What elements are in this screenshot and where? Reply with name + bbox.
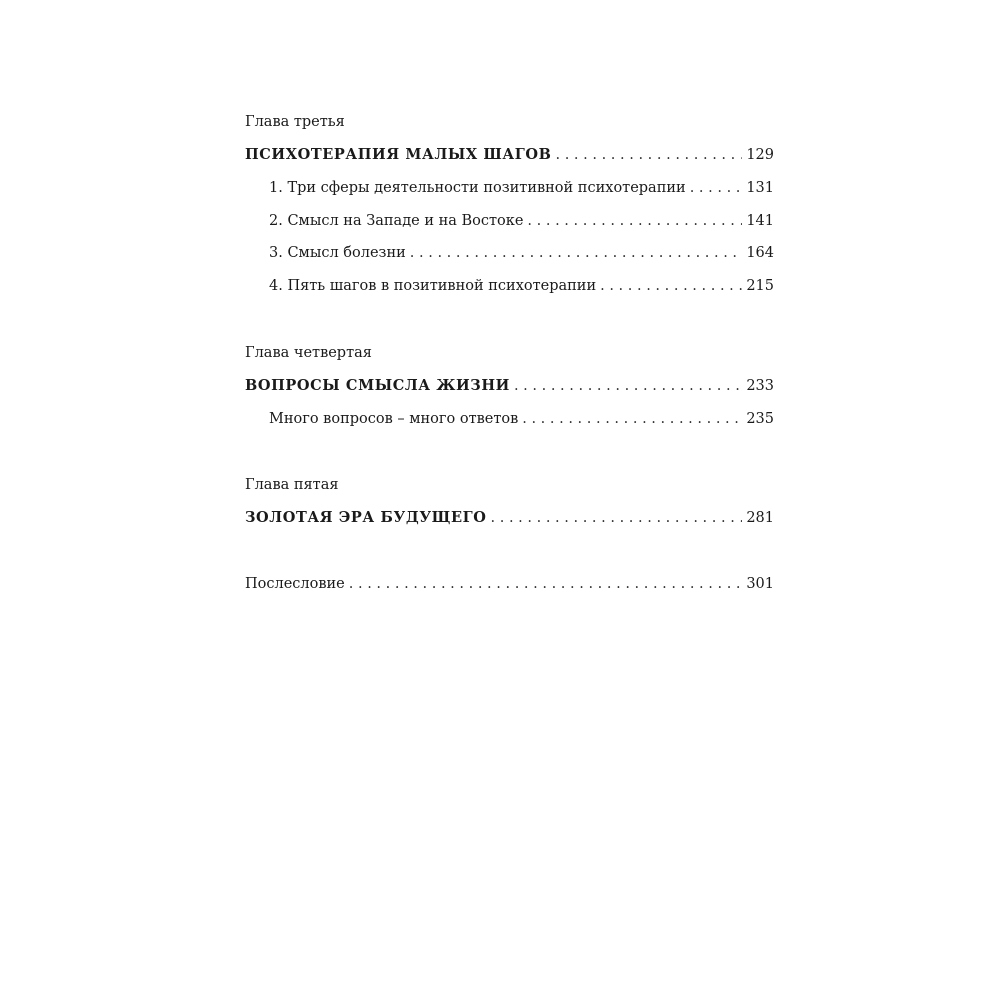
dot-leader <box>349 573 743 595</box>
chapter-5-label: Глава пятая <box>245 477 339 493</box>
section-entry[interactable] <box>269 275 774 297</box>
chapter-3-entry[interactable] <box>245 144 774 166</box>
section-title: 1. Три сферы деятельности позитивной психотерапии <box>269 180 686 196</box>
dot-leader <box>690 177 743 199</box>
section-page: 141 <box>746 213 774 229</box>
chapter-5-entry[interactable] <box>245 507 774 529</box>
section-title: Много вопросов – много ответов <box>269 411 519 427</box>
chapter-4-label: Глава четвертая <box>245 345 372 361</box>
dot-leader <box>410 242 743 264</box>
dot-leader <box>522 408 742 430</box>
section-page: 235 <box>746 411 774 427</box>
section-entry[interactable] <box>269 242 774 264</box>
section-entry[interactable] <box>269 177 774 199</box>
section-entry[interactable] <box>269 210 774 232</box>
chapter-4-entry[interactable] <box>245 375 774 397</box>
chapter-4-page: 233 <box>746 378 774 394</box>
section-page: 131 <box>746 180 774 196</box>
dot-leader <box>514 375 742 397</box>
chapter-3-page: 129 <box>746 147 774 163</box>
chapter-3-title: ПСИХОТЕРАПИЯ МАЛЫХ ШАГОВ <box>245 146 552 163</box>
chapter-5-page: 281 <box>746 510 774 526</box>
dot-leader <box>491 507 743 529</box>
section-title: 4. Пять шагов в позитивной психотерапии <box>269 278 597 294</box>
afterword-entry[interactable] <box>245 573 774 595</box>
section-title: 3. Смысл болезни <box>269 245 406 261</box>
section-page: 215 <box>746 278 774 294</box>
afterword-page: 301 <box>746 576 774 592</box>
chapter-4-title: ВОПРОСЫ СМЫСЛА ЖИЗНИ <box>245 377 510 394</box>
chapter-3-label: Глава третья <box>245 114 345 130</box>
section-title: 2. Смысл на Западе и на Востоке <box>269 213 524 229</box>
afterword-title: Послесловие <box>245 576 345 592</box>
section-entry[interactable] <box>269 408 774 430</box>
dot-leader <box>600 275 742 297</box>
dot-leader <box>527 210 742 232</box>
chapter-5-title: ЗОЛОТАЯ ЭРА БУДУЩЕГО <box>245 509 487 526</box>
section-page: 164 <box>746 245 774 261</box>
dot-leader <box>556 144 743 166</box>
